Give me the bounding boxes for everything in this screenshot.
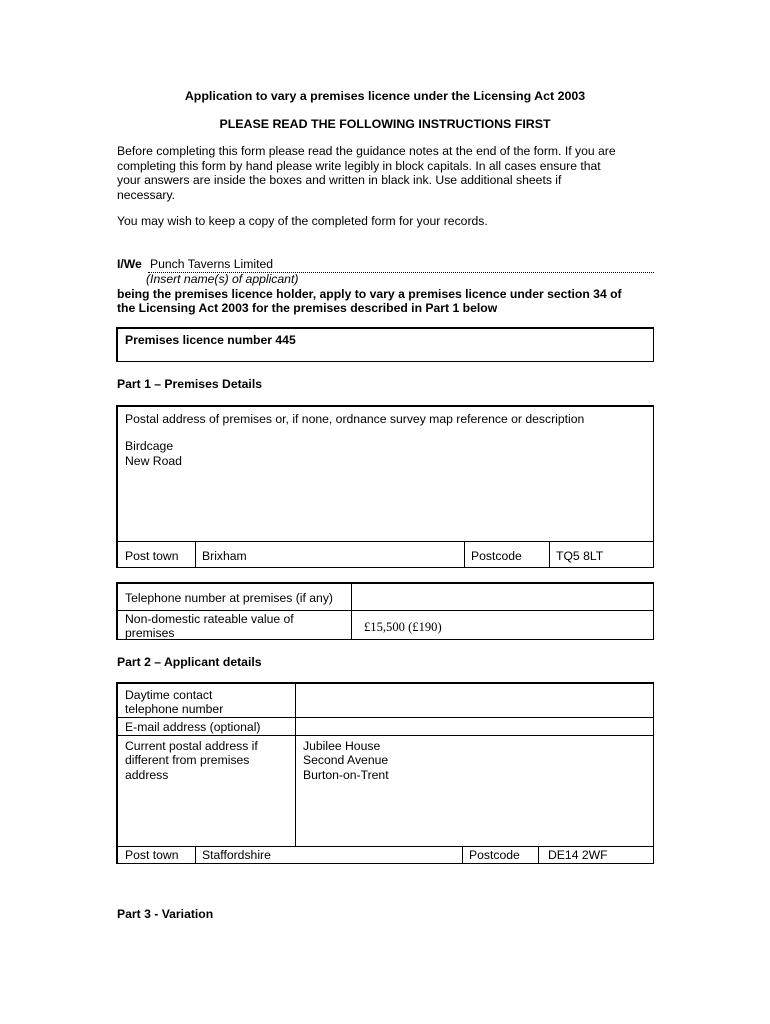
rateable-label [125,612,294,641]
iwe-label: I/We [117,257,142,271]
daytime-label-line: Daytime contact [125,688,213,702]
divider [118,610,654,611]
divider [464,541,465,568]
current-address-label [125,739,258,782]
intro-line: completing this form by hand please write legibly in block capitals. In all cases ensure that [117,158,601,173]
statement-line: the Licensing Act 2003 for the premises described in Part 1 below [117,301,498,315]
post-town-label: Post town [125,848,179,862]
postcode-label: Postcode [469,848,520,862]
divider [195,846,196,864]
applicant-name[interactable]: Punch Taverns Limited [150,257,274,271]
copy-note: You may wish to keep a copy of the completed form for your records. [117,214,488,228]
rateable-label-line: Non-domestic rateable value of [125,612,294,626]
rateable-value[interactable]: £15,500 (£190) [364,620,442,634]
divider [538,846,539,864]
address-line: Burton-on-Trent [303,767,389,782]
daytime-label-line: telephone number [125,702,224,717]
divider [118,717,654,718]
current-address-value[interactable] [303,739,389,782]
licence-number-text: Premises licence number 445 [125,333,296,347]
statement-line: being the premises licence holder, apply to vary a premises licence under section 34 of [117,287,622,301]
address-line[interactable]: New Road [125,454,182,468]
premises-contact-box [116,582,654,640]
address-line[interactable]: Birdcage [125,439,174,453]
applicant-details-box [116,682,654,864]
intro-line: necessary. [117,187,176,202]
post-town-value[interactable]: Brixham [202,549,247,563]
current-address-label-line: Current postal address if [125,739,258,753]
post-town-value[interactable]: Staffordshire [202,848,271,862]
current-address-label-line: address [125,767,169,782]
divider [195,541,196,568]
part3-heading: Part 3 - Variation [117,907,214,921]
post-town-label: Post town [125,549,179,563]
divider [118,735,654,736]
premises-address-box [116,405,654,568]
current-address-label-line: different from premises [125,753,250,768]
address-line: Second Avenue [303,753,389,768]
email-label: E-mail address (optional) [125,720,261,734]
licence-number-box[interactable] [116,327,654,362]
divider [118,846,654,847]
intro-paragraph [117,144,657,202]
telephone-label: Telephone number at premises (if any) [125,591,333,605]
intro-line: your answers are inside the boxes and written in black ink. Use additional sheets if [117,173,562,188]
divider [549,541,550,568]
address-line: Jubilee House [303,739,381,753]
postcode-label: Postcode [471,549,522,563]
instructions-heading: PLEASE READ THE FOLLOWING INSTRUCTIONS FIRST [219,117,551,131]
divider [462,846,463,864]
intro-line: Before completing this form please read the guidance notes at the end of the form. If you are [117,144,616,158]
postcode-value[interactable]: DE14 2WF [548,848,608,862]
part2-heading: Part 2 – Applicant details [117,655,262,669]
divider [118,541,654,542]
divider [295,684,296,846]
form-title: Application to vary a premises licence under the Licensing Act 2003 [184,89,586,103]
divider [351,584,352,640]
daytime-label [125,688,223,717]
part1-heading: Part 1 – Premises Details [117,377,262,391]
address-label: Postal address of premises or, if none, ordnance survey map reference or description [125,412,585,426]
applicant-hint: (Insert name(s) of applicant) [146,272,299,286]
postcode-value[interactable]: TQ5 8LT [556,549,604,563]
rateable-label-line: premises [125,626,175,641]
